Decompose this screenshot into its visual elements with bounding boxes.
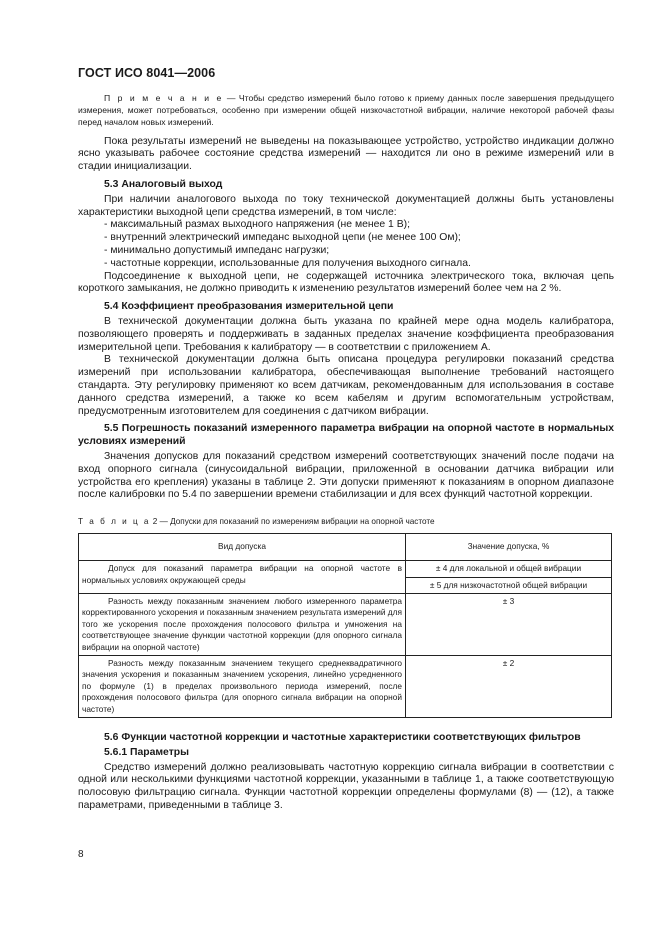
section-heading-5-3: 5.3 Аналоговый выход bbox=[104, 179, 223, 190]
note-paragraph bbox=[78, 92, 614, 129]
table-caption bbox=[78, 516, 614, 527]
table-cell-value: ± 2 bbox=[406, 655, 612, 717]
list-item: - максимальный размах выходного напряжения (не менее 1 В); bbox=[104, 219, 410, 231]
table-cell-description: Допуск для показаний параметра вибрации на опорной частоте в нормальных условиях окружающей среды bbox=[79, 561, 406, 594]
paragraph-analog-output: При наличии аналогового выхода по току технической документацией должны быть установлены характеристики выходной цепи средства измерений, в том числе: bbox=[78, 193, 614, 218]
table-cell-description: Разность между показанным значением текущего среднеквадратичного значения ускорения и показанным значением ускорения, линейно усредненного по формуле (1) в пределах произвольного периода измерений, после прохождения полосового фильтра (для опорного сигнала вибрации на опорной частоте) bbox=[79, 655, 406, 717]
page-number: 8 bbox=[78, 849, 84, 860]
list-item: - внутренний электрический импеданс выходной цепи (не менее 100 Ом); bbox=[104, 232, 461, 244]
column-header-tolerance-value: Значение допуска, % bbox=[406, 534, 612, 561]
document-header: ГОСТ ИСО 8041—2006 bbox=[78, 66, 216, 80]
note-label: П р и м е ч а н и е bbox=[104, 93, 224, 103]
table-cell-description: Разность между показанным значением любого измеренного параметра корректированного ускорения и показанным значением результата измерений для того же ускорения после прохождения полосового фильтра и умножения на соответствующее значение функции частотной коррекции (для опорного сигнала вибрации на опорной частоте) bbox=[79, 593, 406, 655]
section-heading-5-6-1: 5.6.1 Параметры bbox=[104, 746, 190, 758]
table-row bbox=[79, 561, 612, 577]
list-item: - частотные коррекции, использованные для получения выходного сигнала. bbox=[104, 257, 471, 269]
section-heading-5-4: 5.4 Коэффициент преобразования измерительной цепи bbox=[104, 301, 394, 313]
table-row bbox=[79, 593, 612, 655]
table-cell-value: ± 3 bbox=[406, 593, 612, 655]
list-item: - минимально допустимый импеданс нагрузки; bbox=[104, 244, 330, 256]
table-row bbox=[79, 655, 612, 717]
paragraph-tolerances: Значения допусков для показаний средством измерений соответствующих значений после подачи на вход опорного сигнала (синусоидальной вибрации, приложенной в основании датчика вибрации или устройства его крепления) указаны в таблице 2. Эти допуски применяют к показаниям в опорном диапазоне после калибровки по 5.4 по завершении времени стабилизации и для всех функций частотной коррекции. bbox=[78, 450, 614, 501]
table-caption-text: 2 — Допуски для показаний по измерениям вибрации на опорной частоте bbox=[150, 517, 435, 527]
paragraph-short-circuit: Подсоединение к выходной цепи, не содержащей источника электрического тока, включая цепь короткого замыкания, не должно приводить к изменению результатов измерений более чем на 2 %. bbox=[78, 270, 614, 295]
paragraph-display-state: Пока результаты измерений не выведены на показывающее устройство, устройство индикации должно ясно указывать рабочее состояние средства измерений — находится ли оно в режиме измерений или в стадии инициализации. bbox=[78, 135, 614, 173]
section-heading-5-5: 5.5 Погрешность показаний измеренного параметра вибрации на опорной частоте в нормальных условиях измерений bbox=[78, 423, 614, 448]
paragraph-calibrator: В технической документации должна быть указана по крайней мере одна модель калибратора, позволяющего проверять и поддерживать в заданных пределах значение коэффициента преобразования измерительной цепи. Требования к калибратору — в соответствии с приложением А. bbox=[78, 315, 614, 353]
note-text: — Чтобы средство измерений было готово к приему данных после завершения предыдущего измерения, может потребоваться, особенно при измерении общей низкочастотной вибрации, наличие некоторой рабочей фазы перед началом новых измерений. bbox=[78, 93, 615, 128]
table-caption-label: Т а б л и ц а bbox=[78, 517, 151, 527]
paragraph-adjustment-procedure: В технической документации должна быть описана процедура регулировки показаний средства измерений при использовании калибратора, обеспечивающая выполнение требований настоящего стандарта. Эту регулировку применяют ко всем датчикам, рекомендованным для использования в составе данного средства измерений, а также ко всем кабелям и другим вспомогательным устройствам, предусмотренным изготовителем для соединения с датчиком вибрации. bbox=[78, 354, 614, 417]
tolerance-table bbox=[78, 533, 612, 718]
column-header-tolerance-type: Вид допуска bbox=[79, 534, 406, 561]
section-heading-5-6: 5.6 Функции частотной коррекции и частотные характеристики соответствующих фильтров bbox=[104, 732, 581, 743]
document-body bbox=[78, 92, 614, 813]
table-cell-value: ± 5 для низкочастотной общей вибрации bbox=[406, 577, 612, 593]
paragraph-frequency-weighting: Средство измерений должно реализовывать частотную коррекцию сигнала вибрации в соответствии с одной или несколькими функциями частотной коррекции, указанными в таблице 1, а также соответствующую полосовую фильтрацию сигнала. Функции частотной коррекции определены формулами (8) — (12), а также параметрами, приведенными в таблице 3. bbox=[78, 761, 614, 811]
table-cell-value: ± 4 для локальной и общей вибрации bbox=[406, 561, 612, 577]
table-header-row bbox=[79, 534, 612, 561]
